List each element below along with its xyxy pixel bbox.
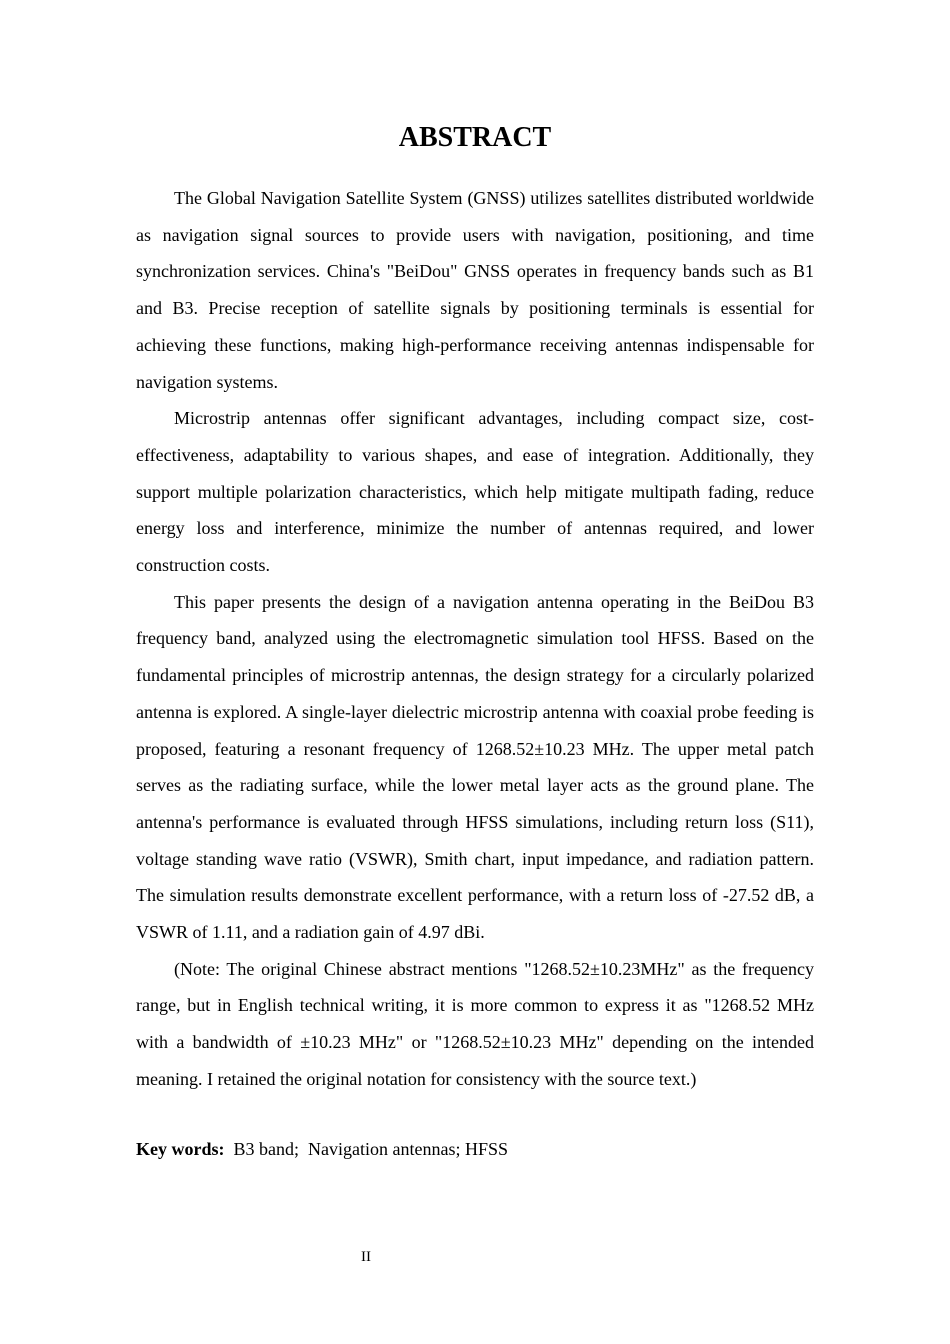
keywords-value: B3 band; Navigation antennas; HFSS <box>224 1139 508 1159</box>
page-title: ABSTRACT <box>398 122 552 153</box>
abstract-paragraph-3: This paper presents the design of a navigation antenna operating in the BeiDou B3 frequency band, analyzed using the electromagnetic simulation tool HFSS. Based on the fundamental principles of microstrip antennas, the design strategy for a circularly polarized antenna is explored. A single-layer dielectric microstrip antenna with coaxial probe feeding is proposed, featuring a resonant frequency of 1268.52±10.23 MHz. The upper metal patch serves as the radiating surface, while the lower metal layer acts as the ground plane. The antenna's performance is evaluated through HFSS simulations, including return loss (S11), voltage standing wave ratio (VSWR), Smith chart, input impedance, and radiation pattern. The simulation results demonstrate excellent performance, with a return loss of -27.52 dB, a VSWR of 1.11, and a radiation gain of 4.97 dBi. <box>136 591 814 943</box>
page-number: II <box>361 1249 371 1265</box>
keywords-label: Key words: <box>136 1139 225 1159</box>
abstract-body <box>136 180 814 1098</box>
abstract-paragraph-4: (Note: The original Chinese abstract mentions "1268.52±10.23MHz" as the frequency range, but in English technical writing, it is more common to express it as "1268.52 MHz with a bandwidth of ±10.23 MHz" or "1268.52±10.23 MHz" depending on the intended meaning. I retained the original notation for consistency with the source text.) <box>136 958 814 1089</box>
abstract-paragraph-2: Microstrip antennas offer significant advantages, including compact size, cost-effectiveness, adaptability to various shapes, and ease of integration. Additionally, they support multiple polarization characteristics, which help mitigate multipath fading, reduce energy loss and interference, minimize the number of antennas required, and lower construction costs. <box>136 408 814 576</box>
keywords-line <box>136 1131 814 1167</box>
abstract-paragraph-1: The Global Navigation Satellite System (GNSS) utilizes satellites distributed worldwide as navigation signal sources to provide users with navigation, positioning, and time synchronization services. China's "BeiDou" GNSS operates in frequency bands such as B1 and B3. Precise reception of satellite signals by positioning terminals is essential for achieving these functions, making high-performance receiving antennas indispensable for navigation systems. <box>136 188 814 392</box>
